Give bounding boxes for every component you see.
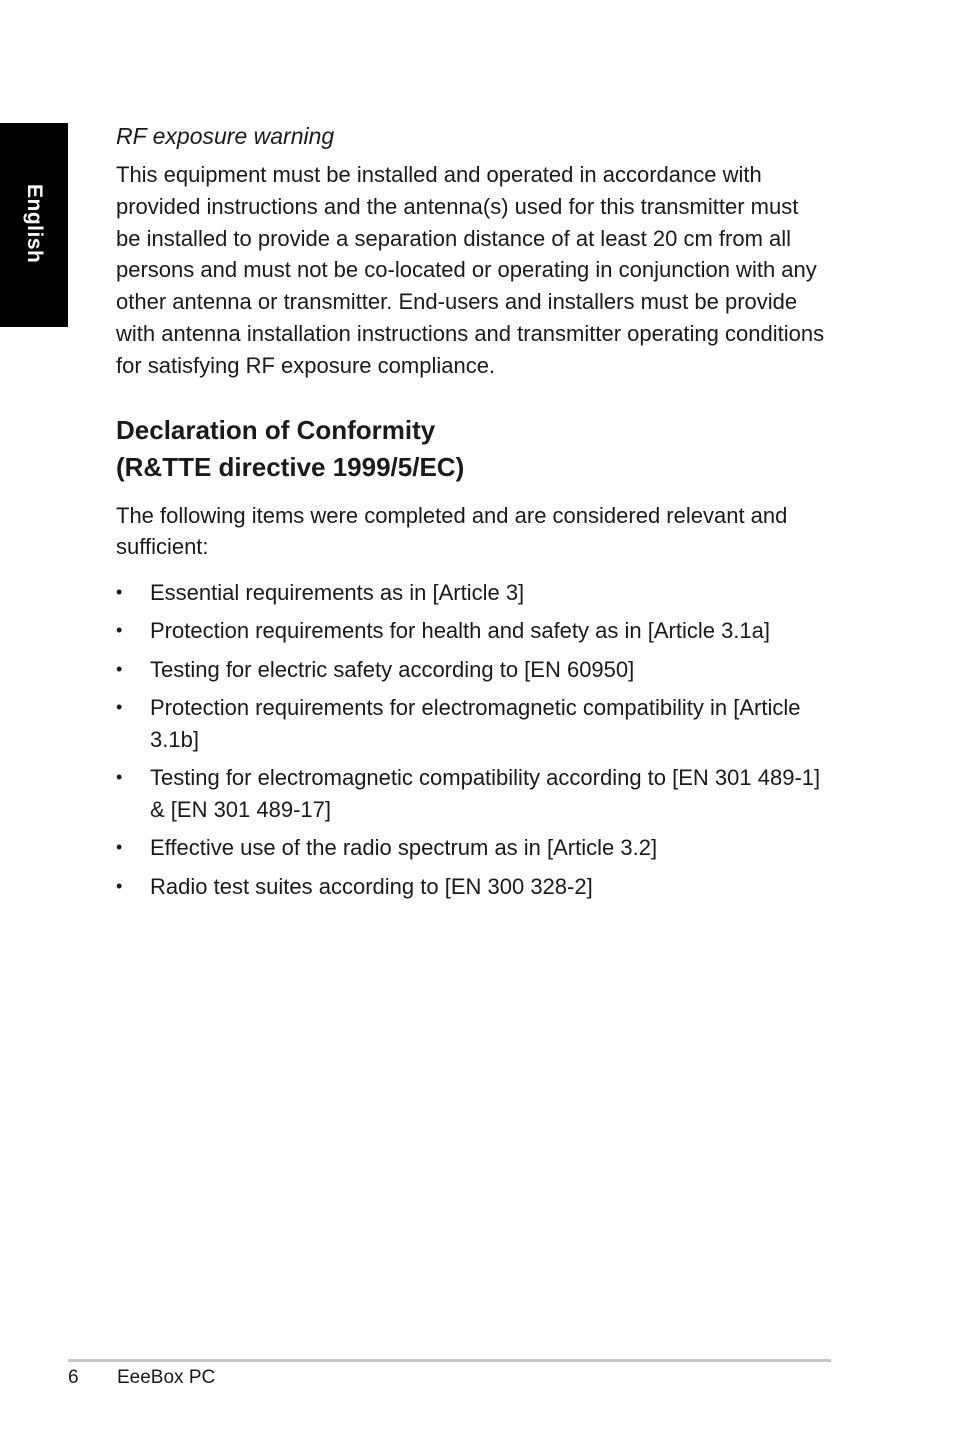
bullet-icon: • xyxy=(116,697,123,718)
bullet-icon: • xyxy=(116,875,123,896)
page-content xyxy=(116,120,826,909)
list-item-text: Effective use of the radio spectrum as in [Article 3.2] xyxy=(150,835,658,861)
list-item-text: Testing for electric safety according to [EN 60950] xyxy=(150,656,635,682)
page-number: 6 xyxy=(68,1367,79,1388)
requirements-list xyxy=(116,577,826,903)
list-item xyxy=(116,577,826,609)
rf-exposure-subheading: RF exposure warning xyxy=(116,123,335,149)
footer-product-title: EeeBox PC xyxy=(117,1367,216,1388)
declaration-heading-line1: Declaration of Conformity xyxy=(116,414,436,445)
declaration-heading-line2: (R&TTE directive 1999/5/EC) xyxy=(116,451,465,482)
list-item-text: Testing for electromagnetic compatibility according to [EN 301 489-1] & [EN 301 489-17] xyxy=(150,765,821,822)
bullet-icon: • xyxy=(116,837,123,858)
bullet-icon: • xyxy=(116,620,123,641)
list-item xyxy=(116,654,826,686)
declaration-heading xyxy=(116,412,826,486)
bullet-icon: • xyxy=(116,658,123,679)
list-item xyxy=(116,832,826,864)
language-tab-label: English xyxy=(23,184,46,264)
list-item xyxy=(116,871,826,903)
list-item-text: Protection requirements for electromagnetic compatibility in [Article 3.1b] xyxy=(150,695,801,752)
bullet-icon: • xyxy=(116,767,123,788)
bullet-icon: • xyxy=(116,581,123,602)
list-item-text: Radio test suites according to [EN 300 328-2] xyxy=(150,873,593,899)
declaration-intro: The following items were completed and are considered relevant and sufficient: xyxy=(116,502,788,560)
list-item-text: Protection requirements for health and safety as in [Article 3.1a] xyxy=(150,618,770,644)
list-item xyxy=(116,762,826,825)
rf-exposure-body: This equipment must be installed and operated in accordance with provided instructions and the antenna(s) used for this transmitter must be installed to provide a separation distance of at least 20 cm from all persons and must not be co-located or operating in conjunction with any other antenna or transmitter. End-users and installers must be provide with antenna installation instructions and transmitter operating conditions for satisfying RF exposure compliance. xyxy=(116,162,825,378)
footer-divider xyxy=(68,1359,831,1362)
list-item-text: Essential requirements as in [Article 3] xyxy=(150,579,525,605)
list-item xyxy=(116,615,826,647)
list-item xyxy=(116,692,826,755)
